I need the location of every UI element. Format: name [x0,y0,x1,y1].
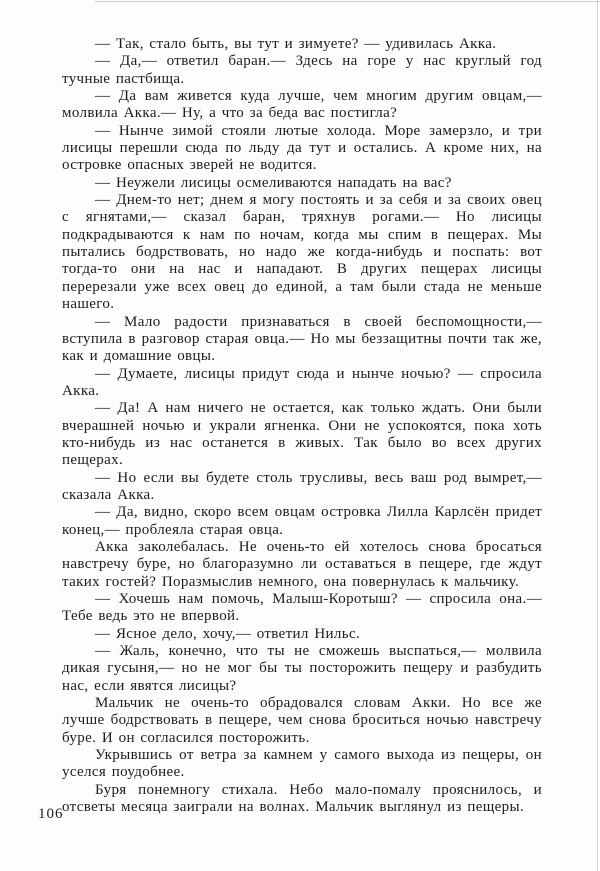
scan-artifact-top [95,1,600,2]
paragraph: — Неужели лисицы осмеливаются нападать на вас? [95,174,452,191]
paragraph: — Да! А нам ничего не остается, как только ждать. Они были вчерашней ночью и украли ягненка. Они не успокоятся, пока хоть кто-нибудь из нас останется в живых. Так было во всех других пещерах. [62,400,542,469]
scan-artifact-right [597,0,598,871]
paragraph: — Да,— ответил баран.— Здесь на горе у нас круглый год тучные пастбища. [62,53,542,87]
paragraph: — Да, видно, скоро всем овцам островка Лилла Карлсён придет конец,— проблеяла старая овца. [62,504,542,538]
paragraph: — Мало радости признаваться в своей беспомощности,— вступила в разговор старая овца.— Но мы беззащитны почти так же, как и домашние овцы. [62,313,542,365]
paragraph: Мальчик не очень-то обрадовался словам Акки. Но все же лучше бодрствовать в пещере, чем снова броситься ночью навстречу буре. И он согласился посторожить. [62,695,542,746]
paragraph: — Но если вы будете столь трусливы, весь ваш род вымрет,— сказала Акка. [62,469,542,503]
paragraph: — Хочешь нам помочь, Малыш-Коротыш? — спросила она.— Тебе ведь это не впервой. [62,591,542,625]
paragraph: Буря понемногу стихала. Небо мало-помалу прояснилось, и отсветы месяца заиграли на волнах. Мальчик выглянул из пещеры. [62,781,542,816]
paragraph: — Днем-то нет; днем я могу постоять и за себя и за своих овец с ягнятами,— сказал баран, тряхнув рогами.— Но лисицы подкрадываются к нам по ночам, когда мы спим в пещерах. Мы пытались бодрствовать, но надо же когда-нибудь и поспать: вот тогда-то они на нас и нападают. В других пещерах лисицы перерезали уже всех овец до единой, а там были стада не меньше нашего. [62,192,542,313]
page-number: 106 [38,806,64,822]
text-block [62,36,542,816]
paragraph: — Нынче зимой стояли лютые холода. Море замерзло, и три лисицы перешли сюда по льду да тут и остались. А кроме них, на островке опасных зверей не водится. [62,122,542,174]
paragraph: Акка заколебалась. Не очень-то ей хотелось снова бросаться навстречу буре, но благоразумно ли оставаться в пещере, где ждут таких гостей? Поразмыслив немного, она повернулась к мальчику. [62,538,542,590]
paragraph: — Да вам живется куда лучше, чем многим другим овцам,— молвила Акка.— Ну, а что за беда вас постигла? [62,88,542,122]
paragraph: — Жаль, конечно, что ты не сможешь выспаться,— молвила дикая гусыня,— но не мог бы ты посторожить пещеру и разбудить нас, если явятся лисицы? [62,643,542,694]
paragraph: — Думаете, лисицы придут сюда и нынче ночью? — спросила Акка. [62,365,542,399]
paragraph: — Ясное дело, хочу,— ответил Нильс. [95,625,361,642]
paragraph: Укрывшись от ветра за камнем у самого выхода из пещеры, он уселся поудобнее. [62,747,542,781]
paragraph: — Так, стало быть, вы тут и зимуете? — удивилась Акка. [95,36,497,52]
